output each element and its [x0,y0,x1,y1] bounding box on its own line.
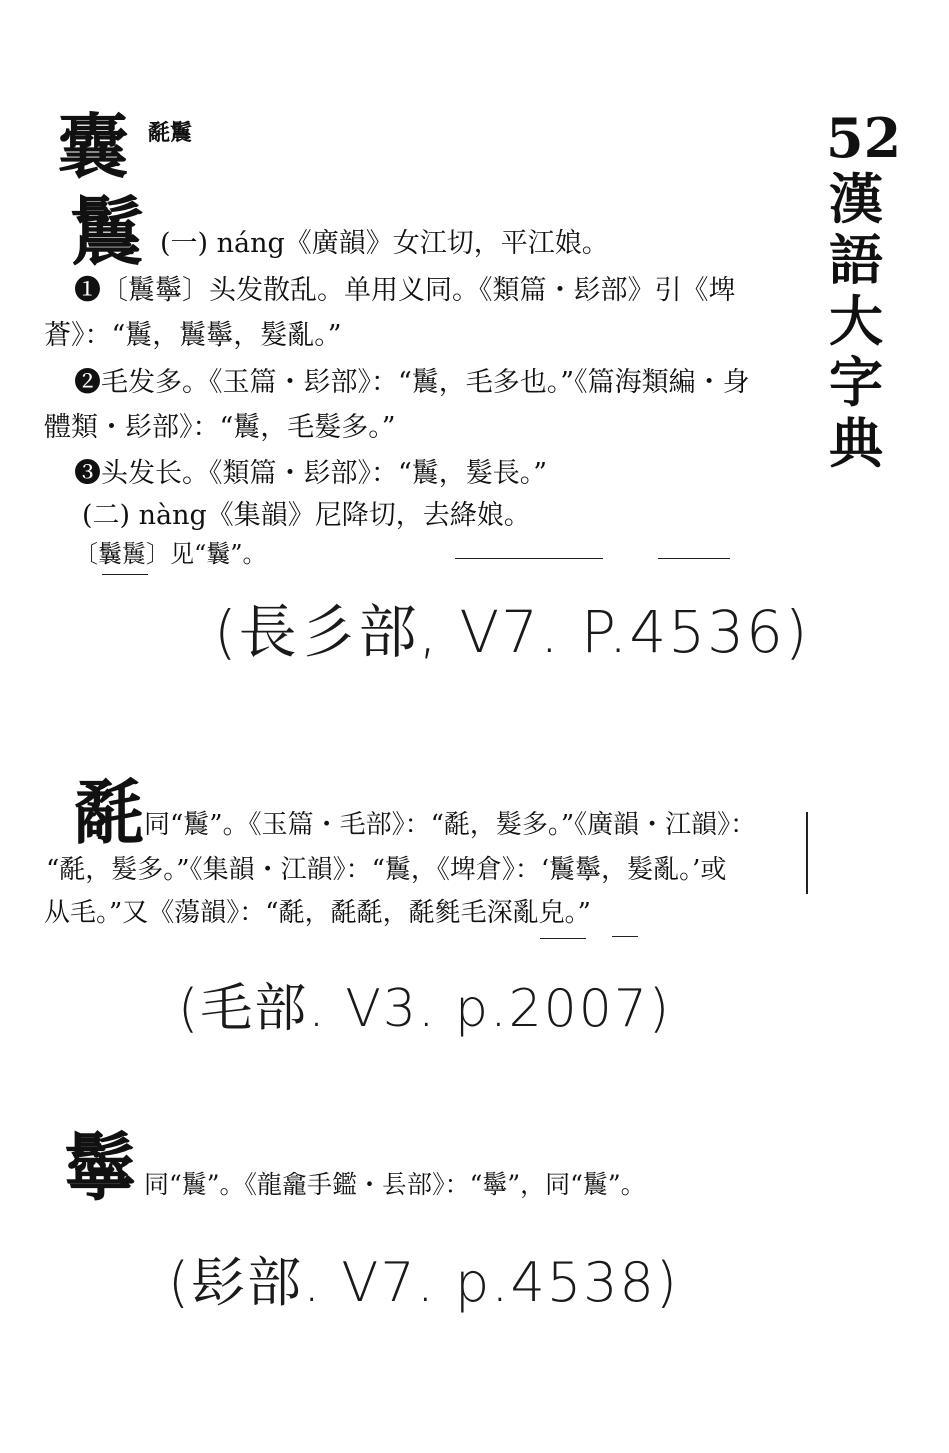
entry1-line-7: (二) nàng《集韻》尼降切，去絳娘。 [82,500,531,531]
title-char-2: 語 [829,228,883,293]
entry2-handwritten-note: (毛部. V3. p.2007) [178,979,672,1039]
entry1-line-1: (一) náng《廣韻》女江切，平江娘。 [160,228,609,259]
entry3-handwritten-note: (髟部. V7. p.4538) [168,1251,679,1314]
entry2-line-3: 从毛。”又《蕩韻》：“氄，氄氄，氄毿毛深亂皃。” [44,898,591,928]
title-char-3: 大 [829,289,883,354]
entry1-line-6: ❸头发长。《類篇・髟部》：“鬞，髮長。” [74,458,548,489]
entry1-line-8: 〔鬤鬞〕见“鬤”。 [74,540,267,568]
title-char-4: 字 [829,350,883,415]
divider [102,574,148,575]
entry1-line-2: ❶〔鬞鬡〕头发散乱。单用义同。《類篇・髟部》引《埤 [74,275,736,306]
divider [455,558,603,559]
entry2-head-char: 氄 [74,771,144,854]
entry1-line-4: ❷毛发多。《玉篇・髟部》：“鬞，毛多也。”《篇海類編・身 [74,367,750,398]
page-number: 52 [826,106,902,170]
entry2-line-2: “氄，髮多。”《集韻・江韻》：“鬞，《埤倉》：‘鬞鬡，髮亂。’或 [46,855,727,885]
margin-line [806,812,808,894]
entry1-line-3: 蒼》：“鬞，鬞鬡，髮亂。” [44,320,342,351]
entry1-pre-char: 囊 [58,105,128,188]
divider [658,558,730,559]
entry2-line-1: 同“鬞”。《玉篇・毛部》：“氄，髮多。”《廣韻・江韻》： [144,810,757,840]
entry1-line-5: 體類・髟部》：“鬞，毛髮多。” [44,412,396,443]
divider [612,936,638,937]
entry3-head-char: 鬡 [64,1125,137,1210]
entry1-head-char: 鬞 [70,190,144,276]
title-char-5: 典 [829,411,883,476]
entry1-pre-note: 氄鬞 [148,120,193,146]
title-char-1: 漢 [829,167,883,232]
entry3-line-1: 同“鬞”。《龍龕手鑑・镸部》：“鬡”，同“鬞”。 [144,1170,646,1199]
dictionary-title [826,106,902,476]
entry1-handwritten-note: (長彡部, V7. P.4536) [214,598,810,666]
divider [540,938,586,939]
